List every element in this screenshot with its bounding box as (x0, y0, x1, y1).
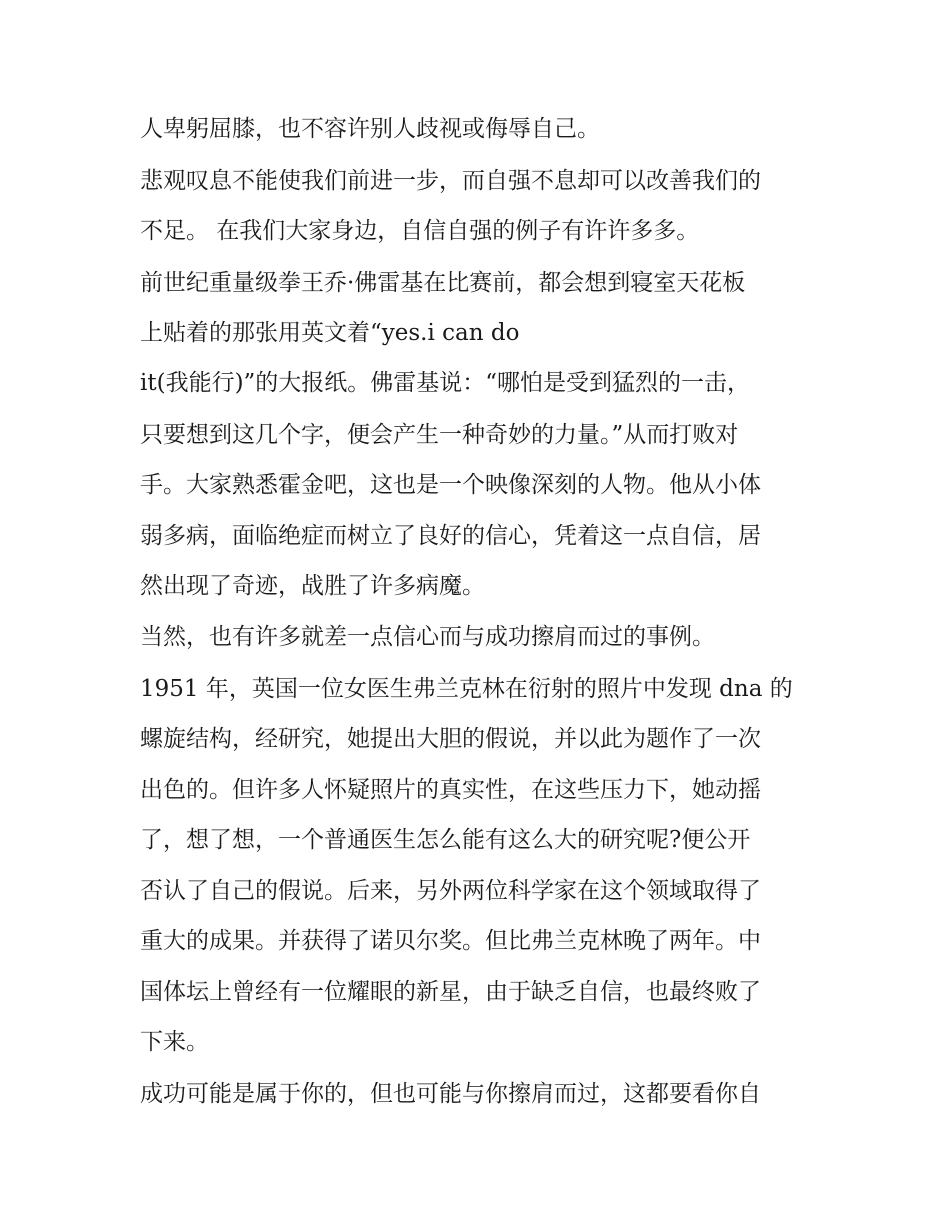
text-line: 当然，也有许多就差一点信心而与成功擦肩而过的事例。 (140, 624, 715, 650)
text-line: 弱多病，面临绝症而树立了良好的信心，凭着这一点自信，居 (140, 523, 761, 549)
text-line: 重大的成果。并获得了诺贝尔奖。但比弗兰克林晚了两年。中 (140, 928, 761, 954)
text-line: 前世纪重量级拳王乔·佛雷基在比赛前，都会想到寝室天花板 (140, 270, 746, 296)
text-line: 人卑躬屈膝，也不容许别人歧视或侮辱自己。 (140, 116, 600, 142)
text-line: it(我能行)”的大报纸。佛雷基说：“哪怕是受到猛烈的一击， (140, 370, 751, 396)
text-line: 国体坛上曾经有一位耀眼的新星，由于缺乏自信，也最终败了 (140, 979, 761, 1005)
text-line: 不足。 在我们大家身边，自信自强的例子有许许多多。 (140, 218, 700, 244)
text-line: 只要想到这几个字，便会产生一种奇妙的力量。”从而打败对 (140, 422, 739, 448)
text-line: 上贴着的那张用英文着“yes.i can do (140, 320, 520, 346)
text-line: 了，想了想，一个普通医生怎么能有这么大的研究呢?便公开 (140, 827, 751, 853)
text-line: 然出现了奇迹，战胜了许多病魔。 (140, 573, 485, 599)
text-line: 1951 年，英国一位女医生弗兰克林在衍射的照片中发现 dna 的 (140, 676, 793, 702)
text-line: 螺旋结构，经研究，她提出大胆的假说，并以此为题作了一次 (140, 726, 761, 752)
text-line: 手。大家熟悉霍金吧，这也是一个映像深刻的人物。他从小体 (140, 472, 761, 498)
text-line: 悲观叹息不能使我们前进一步，而自强不息却可以改善我们的 (140, 168, 761, 194)
text-line: 否认了自己的假说。后来，另外两位科学家在这个领域取得了 (140, 878, 761, 904)
text-line: 下来。 (140, 1029, 209, 1055)
text-line: 出色的。但许多人怀疑照片的真实性，在这些压力下，她动摇 (140, 777, 761, 803)
text-line: 成功可能是属于你的，但也可能与你擦肩而过，这都要看你自 (140, 1081, 761, 1107)
